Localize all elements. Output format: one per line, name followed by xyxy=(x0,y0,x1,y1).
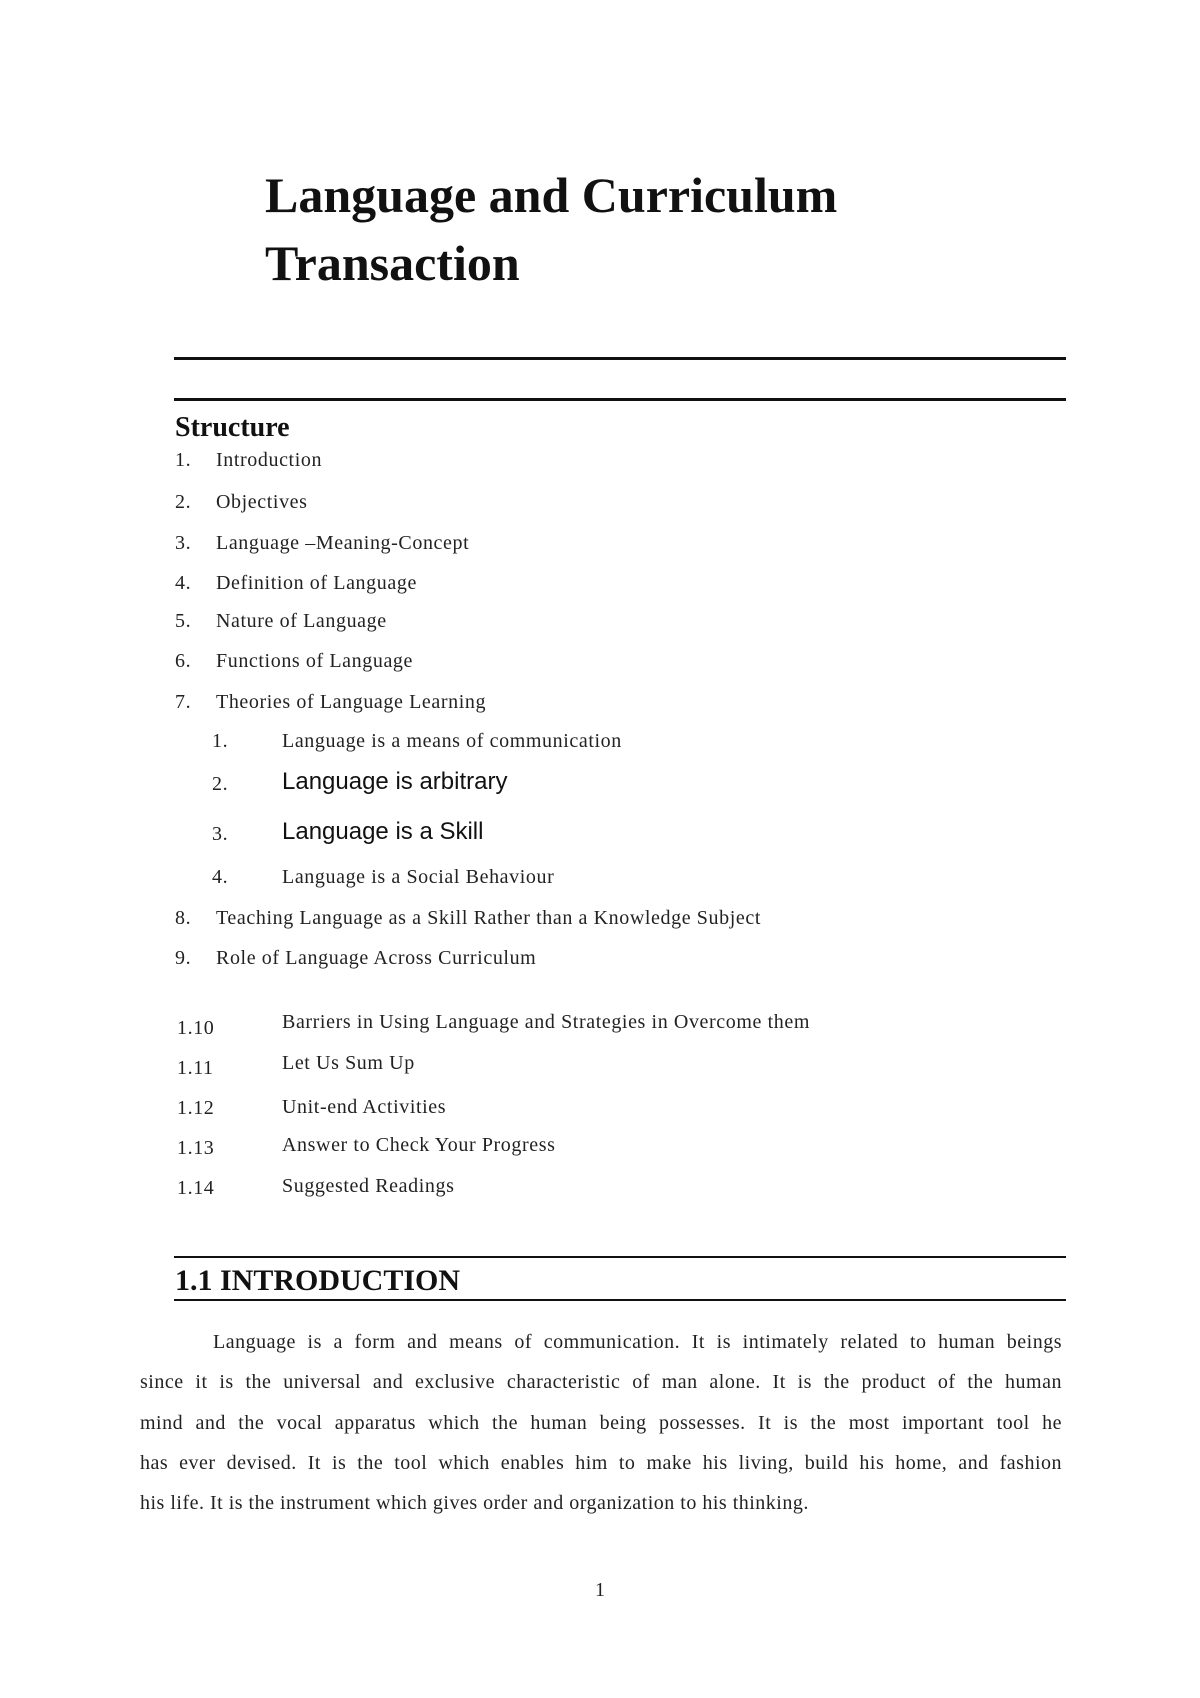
toc-subitem-number: 2. xyxy=(212,773,229,795)
toc-section-label: Let Us Sum Up xyxy=(282,1052,415,1074)
toc-subitem-number: 1. xyxy=(212,730,229,752)
toc-subitem-label: Language is arbitrary xyxy=(282,768,508,795)
divider-rule-bottom xyxy=(174,398,1066,401)
toc-item-label: Teaching Language as a Skill Rather than a Knowledge Subject xyxy=(216,907,761,929)
paragraph-line: his life. It is the instrument which gives order and organization to his thinking. xyxy=(140,1492,809,1514)
toc-subitem-label: Language is a Social Behaviour xyxy=(282,866,555,888)
toc-item-number: 3. xyxy=(175,532,192,554)
toc-item-number: 6. xyxy=(175,650,192,672)
toc-item-number: 5. xyxy=(175,610,192,632)
section-rule-bottom xyxy=(174,1299,1066,1301)
toc-section-number: 1.10 xyxy=(177,1017,215,1039)
toc-item-label: Definition of Language xyxy=(216,572,417,594)
toc-item-number: 9. xyxy=(175,947,192,969)
toc-section-label: Barriers in Using Language and Strategies in Overcome them xyxy=(282,1011,810,1033)
page-number: 1 xyxy=(595,1579,605,1601)
toc-section-number: 1.13 xyxy=(177,1137,215,1159)
section-rule-top xyxy=(174,1256,1066,1258)
toc-section-number: 1.12 xyxy=(177,1097,215,1119)
paragraph-line: mind and the vocal apparatus which the human being possesses. It is the most important tool he xyxy=(140,1412,1062,1434)
divider-rule-top xyxy=(174,357,1066,360)
toc-item-number: 1. xyxy=(175,449,192,471)
toc-item-label: Language –Meaning-Concept xyxy=(216,532,470,554)
toc-item-number: 8. xyxy=(175,907,192,929)
document-title-line-1: Language and Curriculum xyxy=(265,167,838,223)
toc-item-label: Functions of Language xyxy=(216,650,414,672)
toc-section-number: 1.11 xyxy=(177,1057,214,1079)
toc-section-label: Unit-end Activities xyxy=(282,1096,447,1118)
document-title-line-2: Transaction xyxy=(265,235,520,291)
toc-item-label: Introduction xyxy=(216,449,323,471)
toc-item-label: Objectives xyxy=(216,491,308,513)
toc-item-label: Nature of Language xyxy=(216,610,387,632)
toc-item-number: 7. xyxy=(175,691,192,713)
toc-item-number: 2. xyxy=(175,491,192,513)
paragraph-line: since it is the universal and exclusive characteristic of man alone. It is the product of the human xyxy=(140,1371,1062,1393)
toc-section-number: 1.14 xyxy=(177,1177,215,1199)
toc-subitem-number: 3. xyxy=(212,823,229,845)
toc-subitem-number: 4. xyxy=(212,866,229,888)
structure-heading: Structure xyxy=(175,412,290,443)
toc-item-number: 4. xyxy=(175,572,192,594)
section-heading-introduction: 1.1 INTRODUCTION xyxy=(175,1264,461,1297)
toc-subitem-label: Language is a means of communication xyxy=(282,730,622,752)
toc-item-label: Theories of Language Learning xyxy=(216,691,487,713)
paragraph-line: has ever devised. It is the tool which enables him to make his living, build his home, and fashion xyxy=(140,1452,1062,1474)
toc-section-label: Suggested Readings xyxy=(282,1175,455,1197)
paragraph-line: Language is a form and means of communication. It is intimately related to human beings xyxy=(213,1331,1062,1353)
toc-item-label: Role of Language Across Curriculum xyxy=(216,947,537,969)
toc-subitem-label: Language is a Skill xyxy=(282,818,484,845)
toc-section-label: Answer to Check Your Progress xyxy=(282,1134,556,1156)
